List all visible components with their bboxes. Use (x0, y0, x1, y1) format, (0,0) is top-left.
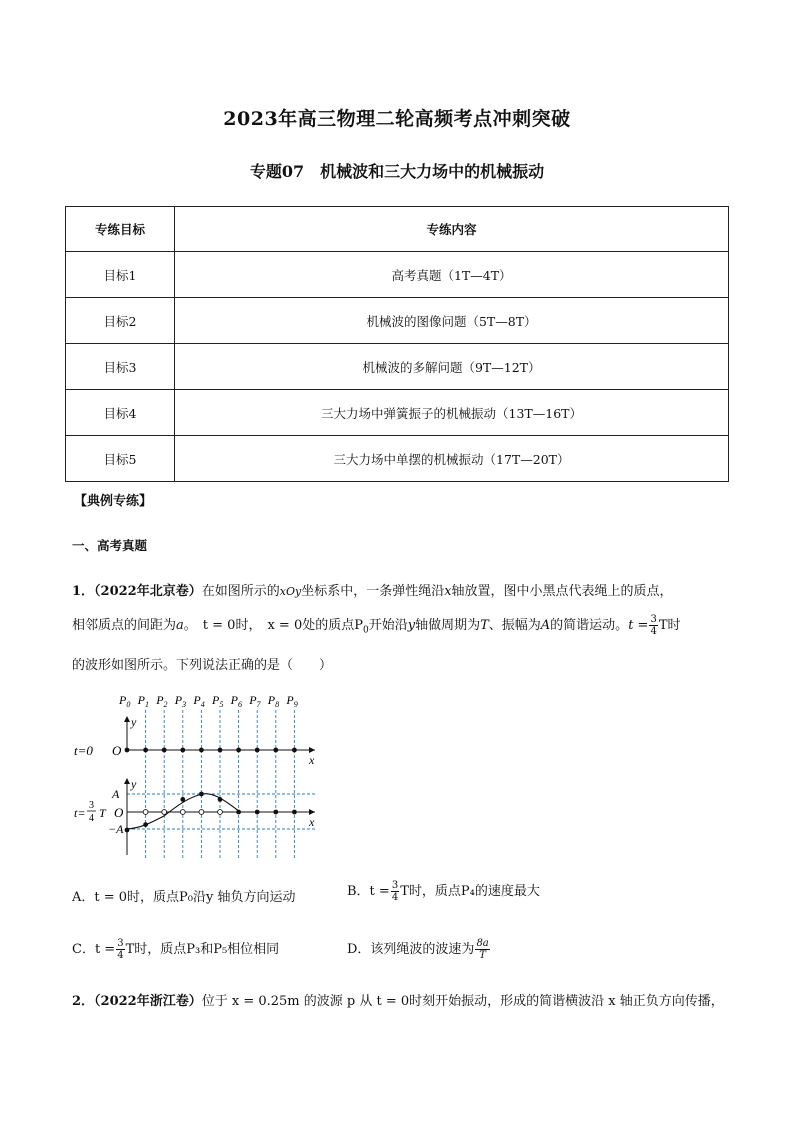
table-row (66, 252, 729, 298)
point-label-P9: $P_9$ (286, 693, 298, 709)
q1-coord: xOy (279, 585, 302, 598)
q1-number: 1． (72, 584, 95, 599)
row1-origin: O (112, 743, 122, 758)
row2-dot (292, 810, 297, 815)
point-label-P5: $P_5$ (212, 693, 224, 709)
row2-equilibrium-dot (218, 810, 223, 815)
table-cell-goal: 目标1 (66, 252, 175, 298)
point-label-P0: $P_0$ (119, 693, 131, 709)
table-cell-goal: 目标3 (66, 344, 175, 390)
page-subtitle: 专题07 机械波和三大力场中的机械振动 (249, 162, 545, 181)
q1-text: 的简谐运动。 (550, 618, 629, 633)
row2-equilibrium-dot (143, 810, 148, 815)
row2-label-t: t= (74, 806, 86, 820)
q2-text: 位于 x = 0.25m 的波源 p 从 t = 0时刻开始振动，形成的简谐横波沿 x 轴正负方向传播， (201, 994, 724, 1009)
q1-var: x (444, 584, 452, 599)
row1-dot (143, 748, 148, 753)
point-label-P4: $P_4$ (193, 693, 205, 709)
table-header-goal: 专练目标 (66, 207, 175, 252)
dashed-guides (146, 710, 295, 860)
row1-dot (218, 748, 223, 753)
q1-text: T时 (658, 618, 681, 633)
row2-frac-den: 4 (89, 813, 94, 824)
row2-y-arrow (124, 778, 130, 784)
point-label-P3: $P_3$ (174, 693, 187, 709)
row1-dot (162, 748, 167, 753)
table-cell-content: 机械波的多解问题（9T—12T） (175, 344, 729, 390)
q1-text: 轴放置，图中小黑点代表绳上的质点， (451, 584, 673, 599)
option-c (72, 938, 279, 961)
q1-text: t = 0时， (202, 618, 262, 633)
option-b (347, 880, 540, 903)
q2-number: 2． (72, 994, 95, 1009)
row2-dot (273, 810, 278, 815)
frac-num: 3 (650, 614, 657, 625)
q1-source: （2022年北京卷） (94, 584, 202, 599)
row2-dot (236, 810, 241, 815)
q1-text: 开始沿 (368, 618, 408, 633)
frac-den: 4 (117, 950, 124, 961)
q1-text: 相邻质点的间距为 (72, 618, 177, 633)
row1-dot (180, 748, 185, 753)
table-cell-content: 高考真题（1T—4T） (175, 252, 729, 298)
row1-dot (273, 748, 278, 753)
point-label-P7: $P_7$ (249, 693, 261, 709)
table-row (66, 344, 729, 390)
q1-var: a (176, 618, 184, 633)
q1-text: 轴做周期为 (415, 618, 481, 633)
row2-equilibrium-dot (162, 810, 167, 815)
amp-pos-label: A (112, 787, 120, 801)
wave-figure (72, 688, 332, 863)
row1-dot (236, 748, 241, 753)
row2-origin: O (114, 805, 124, 820)
table-cell-goal: 目标5 (66, 436, 175, 482)
row2-dot (199, 792, 204, 797)
frac-den: T (479, 950, 486, 961)
table-row (66, 298, 729, 344)
row2-frac-num: 3 (89, 800, 94, 811)
frac-num: 3 (117, 938, 124, 949)
table-header-row (66, 207, 729, 252)
section-heading-example: 【典例专练】 (74, 494, 153, 509)
point-label-P2: $P_2$ (156, 693, 168, 709)
row2-x-label: x (309, 815, 315, 829)
row1-y-label: y (131, 715, 137, 729)
row2-dot (125, 828, 130, 833)
row2-dot (218, 797, 223, 802)
point-label-P6: $P_6$ (230, 693, 242, 709)
option-b-prefix: B．t = (347, 884, 390, 899)
option-b-text: T时，质点P₄的速度最大 (400, 884, 540, 899)
q1-line-2 (72, 614, 680, 637)
point-label-P8: $P_8$ (267, 693, 280, 709)
row2-equilibrium-dot (199, 810, 204, 815)
page-title: 2023年高三物理二轮高频考点冲刺突破 (223, 108, 571, 130)
option-a: A．t = 0时，质点P₀沿y 轴负方向运动 (72, 890, 296, 905)
q1-text: 、振幅为 (488, 618, 541, 633)
option-d-fraction (475, 938, 489, 961)
row2-dot (180, 797, 185, 802)
row1-dot (125, 748, 130, 753)
row2-equilibrium-dot (180, 810, 185, 815)
table-cell-goal: 目标4 (66, 390, 175, 436)
q2-source: （2022年浙江卷） (94, 994, 202, 1009)
q1-var: t = (628, 618, 649, 633)
row2-dot (143, 822, 148, 827)
table-header-content: 专练内容 (175, 207, 729, 252)
q1-text: 。 (183, 618, 197, 633)
option-b-fraction (391, 880, 399, 903)
option-c-text: T时，质点P₃和P₅相位相同 (125, 942, 280, 957)
row1-label: t=0 (74, 743, 93, 758)
row2-y-label: y (131, 777, 137, 791)
goals-table (65, 206, 729, 482)
table-row (66, 390, 729, 436)
row1-dot (255, 748, 260, 753)
table-row (66, 436, 729, 482)
section-heading-part-one: 一、高考真题 (72, 538, 148, 553)
frac-den: 4 (391, 892, 399, 903)
q1-var: A (540, 618, 551, 633)
frac-num: 8a (476, 938, 489, 949)
row2-dot (255, 810, 260, 815)
q2-line-1 (72, 990, 724, 1009)
table-cell-content: 机械波的图像问题（5T—8T） (175, 298, 729, 344)
row1-x-label: x (309, 753, 315, 767)
row1-dot (199, 748, 204, 753)
row1-dot (292, 748, 297, 753)
q1-var: y (407, 618, 416, 633)
q1-line-1 (72, 580, 673, 599)
q1-text: 在如图所示的 (201, 584, 280, 599)
option-c-fraction (116, 938, 124, 961)
option-d (347, 938, 491, 961)
option-c-prefix: C．t = (72, 942, 116, 957)
frac-num: 3 (391, 880, 399, 891)
q1-line-3: 的波形如图所示。下列说法正确的是（ ） (72, 658, 333, 673)
table-cell-content: 三大力场中弹簧振子的机械振动（13T—16T） (175, 390, 729, 436)
amp-neg-label: −A (108, 822, 124, 836)
table-cell-goal: 目标2 (66, 298, 175, 344)
row2-label-T: T (99, 806, 106, 820)
row1-y-arrow (124, 716, 130, 722)
q1-text: 坐标系中，一条弹性绳沿 (301, 584, 445, 599)
q1-var: T (480, 618, 489, 633)
q1-text: x = 0处的质点P (267, 618, 363, 633)
point-labels (118, 693, 298, 709)
table-cell-content: 三大力场中单摆的机械振动（17T—20T） (175, 436, 729, 482)
option-d-text: D．该列绳波的波速为 (347, 942, 475, 957)
frac-den: 4 (650, 626, 657, 637)
q1-sub: 0 (362, 625, 369, 636)
point-label-P1: $P_1$ (137, 693, 149, 709)
q1-fraction (649, 614, 657, 637)
